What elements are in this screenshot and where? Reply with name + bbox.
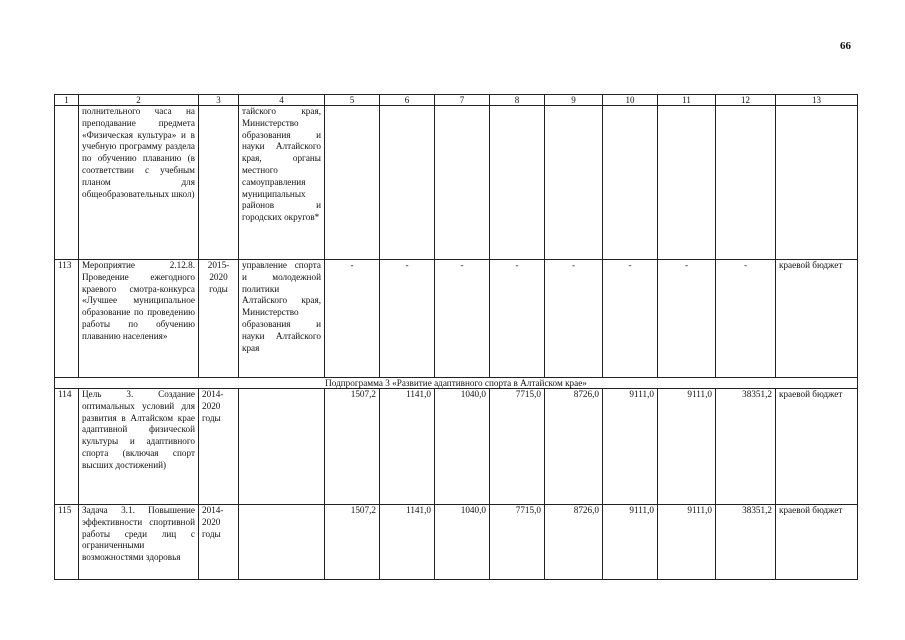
value-cell (545, 106, 603, 260)
table-row (55, 389, 858, 505)
value-cell: 38351,2 (716, 505, 776, 580)
column-number: 3 (199, 95, 239, 106)
value-cell: 1141,0 (380, 505, 435, 580)
column-number-row (55, 95, 858, 106)
value-cell: - (325, 260, 380, 378)
value-cell: - (545, 260, 603, 378)
subprogram-row (55, 378, 858, 389)
value-cell (435, 106, 490, 260)
page-number: 66 (840, 40, 851, 52)
executor-cell (239, 389, 325, 505)
column-number: 2 (79, 95, 199, 106)
value-cell (658, 106, 716, 260)
funding-source (776, 106, 858, 260)
years-cell: 2014-2020 годы (199, 505, 239, 580)
value-cell: - (716, 260, 776, 378)
value-cell: 9111,0 (658, 505, 716, 580)
column-number: 13 (776, 95, 858, 106)
measure-name: Мероприятие 2.12.8. Проведение ежегодного краевого смотра-конкурса «Лучшее муниципальное образование по проведению работы по обучению плаванию населения» (79, 260, 199, 378)
value-cell: 38351,2 (716, 389, 776, 505)
measure-name: Цель 3. Создание оптимальных условий для развития в Алтайском крае адаптивной физической культуры и адаптивного спорта (включая спорт высших достижений) (79, 389, 199, 505)
column-number: 12 (716, 95, 776, 106)
years-cell (199, 106, 239, 260)
years-cell: 2014-2020 годы (199, 389, 239, 505)
value-cell: - (603, 260, 658, 378)
value-cell (325, 106, 380, 260)
table-row (55, 260, 858, 378)
value-cell: 9111,0 (658, 389, 716, 505)
row-number: 114 (55, 389, 79, 505)
executor-cell: управление спорта и молодежной политики Алтайского края, Министерство образования и науки Алтайского края (239, 260, 325, 378)
column-number: 6 (380, 95, 435, 106)
column-number: 1 (55, 95, 79, 106)
table-row (55, 505, 858, 580)
value-cell: - (490, 260, 545, 378)
column-number: 11 (658, 95, 716, 106)
value-cell: - (380, 260, 435, 378)
value-cell: 8726,0 (545, 389, 603, 505)
executor-cell: тайского края, Министерство образования и науки Алтайского края, органы местного самоуправления муниципальных районов и городских округов* (239, 106, 325, 260)
value-cell: 9111,0 (603, 505, 658, 580)
years-cell: 2015-2020 годы (199, 260, 239, 378)
measure-name: Задача 3.1. Повышение эффективности спортивной работы среди лиц с ограниченными возможностями здоровья (79, 505, 199, 580)
value-cell: 1040,0 (435, 389, 490, 505)
value-cell (380, 106, 435, 260)
value-cell: 1141,0 (380, 389, 435, 505)
row-number (55, 106, 79, 260)
measure-name: полнительного часа на преподавание предмета «Физическая культура» и в учебную программу раздела по обучению плаванию (в соответствии с учебным планом для общеобразовательных школ) (79, 106, 199, 260)
value-cell: 8726,0 (545, 505, 603, 580)
value-cell: 9111,0 (603, 389, 658, 505)
value-cell (490, 106, 545, 260)
program-table (54, 94, 858, 580)
value-cell (603, 106, 658, 260)
subprogram-title: Подпрограмма 3 «Развитие адаптивного спорта в Алтайском крае» (55, 378, 858, 389)
funding-source: краевой бюджет (776, 505, 858, 580)
table-row (55, 106, 858, 260)
value-cell: 7715,0 (490, 505, 545, 580)
column-number: 10 (603, 95, 658, 106)
value-cell: 1507,2 (325, 389, 380, 505)
funding-source: краевой бюджет (776, 260, 858, 378)
value-cell: - (658, 260, 716, 378)
executor-cell (239, 505, 325, 580)
row-number: 115 (55, 505, 79, 580)
value-cell: 1507,2 (325, 505, 380, 580)
funding-source: краевой бюджет (776, 389, 858, 505)
column-number: 9 (545, 95, 603, 106)
value-cell: - (435, 260, 490, 378)
column-number: 8 (490, 95, 545, 106)
column-number: 7 (435, 95, 490, 106)
value-cell (716, 106, 776, 260)
row-number: 113 (55, 260, 79, 378)
value-cell: 7715,0 (490, 389, 545, 505)
column-number: 4 (239, 95, 325, 106)
column-number: 5 (325, 95, 380, 106)
value-cell: 1040,0 (435, 505, 490, 580)
